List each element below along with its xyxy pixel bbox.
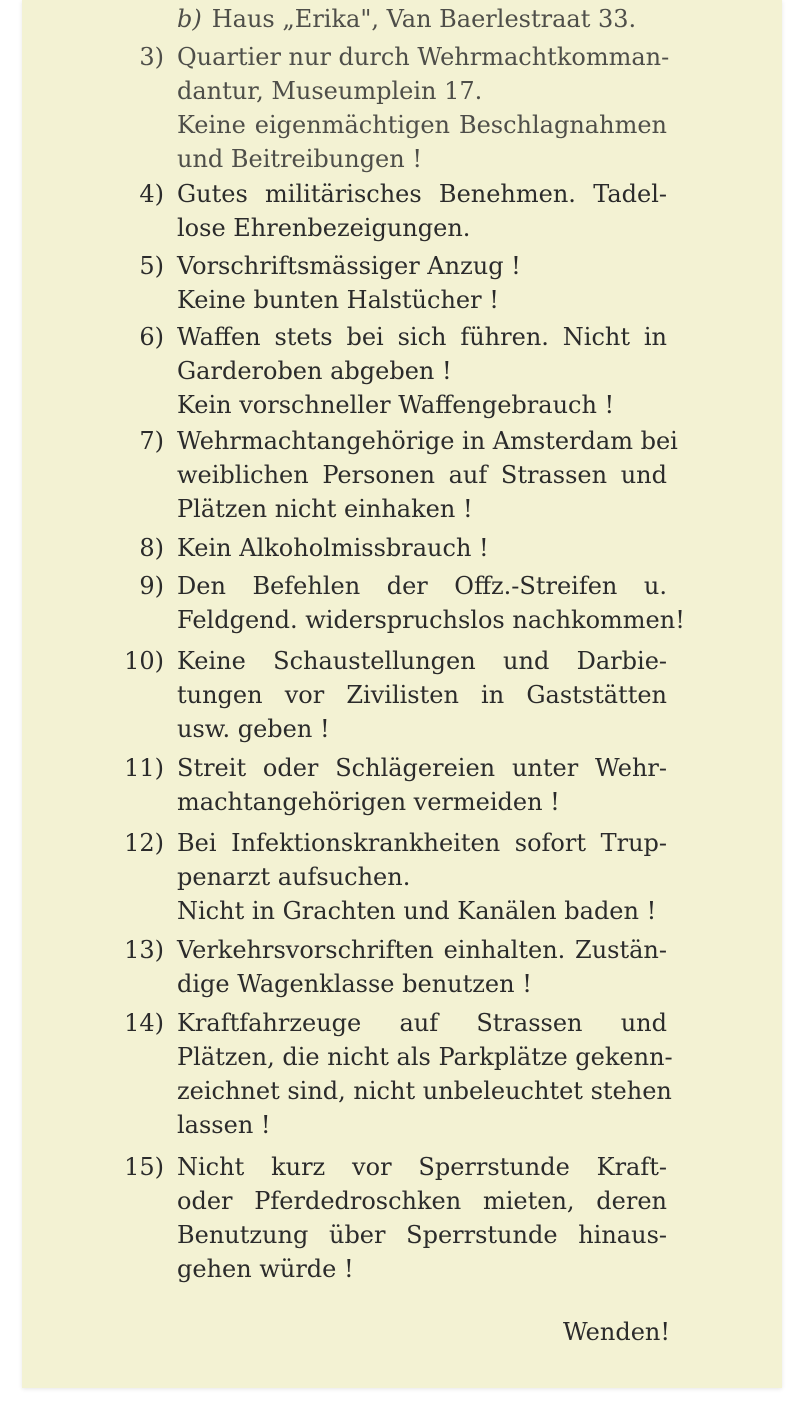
item-line: Kein Alkoholmissbrauch ! (177, 534, 489, 562)
item-line: Plätzen nicht einhaken ! (177, 495, 473, 523)
item-line: Nicht kurz vor Sperrstunde Kraft- (177, 1153, 667, 1181)
item-number: 15) (124, 1153, 164, 1181)
item-text (177, 424, 678, 526)
item-number: 13) (124, 936, 164, 964)
item-line: Keine Schaustellungen und Darbie- (177, 647, 667, 675)
item-line: Quartier nur durch Wehrmachtkomman- (177, 43, 670, 71)
item-line: usw. geben ! (177, 715, 330, 743)
item-text (177, 933, 667, 1001)
item-line: Feldgend. widerspruchslos nachkommen! (177, 606, 685, 634)
item-line: lassen ! (177, 1111, 271, 1139)
item-line: Kraftfahrzeuge auf Strassen und (177, 1009, 667, 1037)
item-number: 6) (139, 323, 164, 351)
item-line: Kein vorschneller Waffengebrauch ! (177, 391, 615, 419)
item-line: oder Pferdedroschken mieten, deren (177, 1187, 667, 1215)
item-number: 8) (139, 534, 164, 562)
item-line: lose Ehrenbezeigungen. (177, 214, 471, 242)
item-text (177, 644, 667, 746)
item-number: 11) (124, 754, 164, 782)
item-number: 5) (139, 252, 164, 280)
item-line: Den Befehlen der Offz.-Streifen u. (177, 572, 667, 600)
item-line: dige Wagenklasse benutzen ! (177, 970, 532, 998)
item-text (177, 177, 667, 245)
item-line: Keine bunten Halstücher ! (177, 286, 499, 314)
item-number: 4) (139, 180, 164, 208)
turn-page-note: Wenden! (562, 1318, 670, 1346)
item-line: tungen vor Zivilisten in Gaststätten (177, 681, 667, 709)
item-line: Verkehrsvorschriften einhalten. Zustän- (177, 936, 667, 964)
item-line: machtangehörigen vermeiden ! (177, 788, 560, 816)
item-text (177, 751, 667, 819)
item-line: gehen würde ! (177, 1255, 354, 1283)
item-text (177, 569, 685, 637)
item-text (177, 531, 667, 565)
item-line: Plätzen, die nicht als Parkplätze gekenn- (177, 1043, 673, 1071)
item-number: 12) (124, 829, 164, 857)
item-text (177, 40, 670, 176)
item-number: 3) (139, 43, 164, 71)
item-number: 9) (139, 572, 164, 600)
item-line: Waffen stets bei sich führen. Nicht in (177, 323, 667, 351)
item-line: dantur, Museumplein 17. (177, 77, 483, 105)
item-line: Haus „Erika", Van Baerlestraat 33. (211, 5, 637, 33)
item-number: b) (177, 5, 202, 33)
item-line: und Beitreibungen ! (177, 145, 422, 173)
item-line: Wehrmachtangehörige in Amsterdam bei (177, 427, 678, 455)
item-line: Nicht in Grachten und Kanälen baden ! (177, 897, 657, 925)
item-text (177, 1150, 667, 1286)
item-number: 7) (139, 427, 164, 455)
item-line: Streit oder Schlägereien unter Wehr- (177, 754, 667, 782)
item-line: Bei Infektionskrankheiten sofort Trup- (177, 829, 667, 857)
item-number: 14) (124, 1009, 164, 1037)
item-line: Garderoben abgeben ! (177, 357, 452, 385)
document-page (22, 0, 782, 1388)
item-line: penarzt aufsuchen. (177, 863, 411, 891)
item-line: Gutes militärisches Benehmen. Tadel- (177, 180, 667, 208)
item-line: Vorschriftsmässiger Anzug ! (177, 252, 521, 280)
item-line: weiblichen Personen auf Strassen und (177, 461, 667, 489)
item-text (177, 249, 667, 317)
item-text (177, 320, 667, 422)
item-text (177, 1006, 673, 1142)
item-text (177, 826, 667, 928)
item-line: zeichnet sind, nicht unbeleuchtet stehen (177, 1077, 672, 1105)
item-line: Keine eigenmächtigen Beschlagnahmen (177, 111, 667, 139)
item-line: Benutzung über Sperrstunde hinaus- (177, 1221, 667, 1249)
item-number: 10) (124, 647, 164, 675)
